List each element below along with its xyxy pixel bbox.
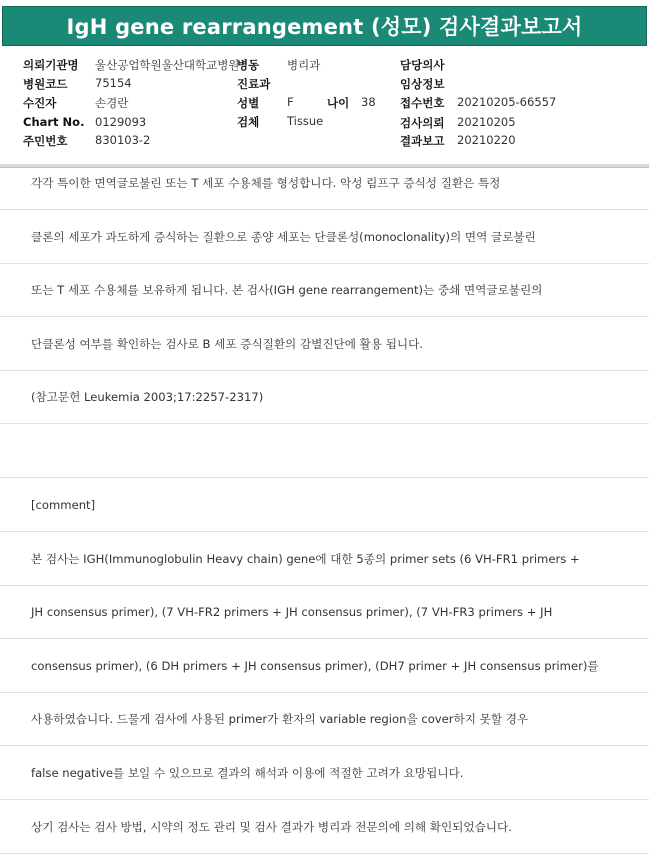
rrn-value: 830103-2 bbox=[95, 133, 151, 147]
request-date-value: 20210205 bbox=[457, 115, 516, 129]
patient-label: 수진자 bbox=[23, 96, 57, 110]
hospital-code-label: 병원코드 bbox=[23, 77, 68, 91]
patient-info-panel bbox=[0, 46, 649, 164]
age-label: 나이 bbox=[327, 96, 350, 110]
sex-value: F bbox=[287, 95, 294, 109]
specimen-label: 검체 bbox=[237, 115, 260, 129]
ward-value: 병리과 bbox=[287, 58, 321, 72]
body-row bbox=[0, 801, 649, 854]
report-date-value: 20210220 bbox=[457, 133, 516, 147]
chart-no-value: 0129093 bbox=[95, 115, 147, 129]
body-text: 또는 T 세포 수용체를 보유하게 됩니다. 본 검사(IGH gene rearrangement)는 중쇄 면역글로불린의 bbox=[31, 283, 543, 297]
specimen-value: Tissue bbox=[287, 114, 324, 128]
body-row bbox=[0, 693, 649, 746]
body-row bbox=[0, 264, 649, 317]
body-text: JH consensus primer), (7 VH-FR2 primers + JH consensus primer), (7 VH-FR3 primers + JH bbox=[31, 605, 553, 619]
hospital-code-value: 75154 bbox=[95, 76, 132, 90]
comment-heading: [comment] bbox=[31, 498, 96, 512]
body-row bbox=[0, 211, 649, 264]
body-row bbox=[0, 533, 649, 586]
attending-label: 담당의사 bbox=[400, 58, 445, 72]
body-text: false negative를 보일 수 있으므로 결과의 해석과 이용에 적절한 고려가 요망됩니다. bbox=[31, 766, 464, 780]
rrn-label: 주민번호 bbox=[23, 134, 68, 148]
request-date-label: 검사의뢰 bbox=[400, 116, 445, 130]
body-text: 각각 특이한 면역글로불린 또는 T 세포 수용체를 형성합니다. 악성 림프구 증식성 질환은 특정 bbox=[31, 176, 501, 190]
body-row bbox=[0, 479, 649, 532]
accession-label: 접수번호 bbox=[400, 96, 445, 110]
report-title: IgH gene rearrangement (성모) 검사결과보고서 bbox=[2, 6, 647, 46]
age-value: 38 bbox=[361, 95, 376, 109]
body-row bbox=[0, 425, 649, 478]
report-date-label: 결과보고 bbox=[400, 134, 445, 148]
body-row bbox=[0, 586, 649, 639]
accession-value: 20210205-66557 bbox=[457, 95, 557, 109]
requesting-institution-value: 울산공업학원울산대학교병원 bbox=[95, 58, 240, 72]
body-text: consensus primer), (6 DH primers + JH consensus primer), (DH7 primer + JH consensus primer)를 bbox=[31, 659, 599, 673]
ward-label: 병동 bbox=[237, 58, 260, 72]
body-row bbox=[0, 747, 649, 800]
requesting-institution-label: 의뢰기관명 bbox=[23, 58, 79, 72]
body-text: 사용하였습니다. 드물게 검사에 사용된 primer가 환자의 variable region을 cover하지 못할 경우 bbox=[31, 712, 529, 726]
body-text: 상기 검사는 검사 방법, 시약의 정도 관리 및 검사 결과가 병리과 전문의에 의해 확인되었습니다. bbox=[31, 820, 512, 834]
body-row bbox=[0, 640, 649, 693]
body-row bbox=[0, 318, 649, 371]
patient-value: 손경란 bbox=[95, 96, 129, 110]
department-label: 진료과 bbox=[237, 77, 271, 91]
body-text: 클론의 세포가 과도하게 증식하는 질환으로 종양 세포는 단클론성(monoclonality)의 면역 글로불린 bbox=[31, 230, 536, 244]
sex-label: 성별 bbox=[237, 96, 260, 110]
body-text: 단클론성 여부를 확인하는 검사로 B 세포 증식질환의 감별진단에 활용 됩니다. bbox=[31, 337, 423, 351]
clinical-info-label: 임상정보 bbox=[400, 77, 445, 91]
body-text: 본 검사는 IGH(Immunoglobulin Heavy chain) gene에 대한 5종의 primer sets (6 VH-FR1 primers + bbox=[31, 552, 580, 566]
reference-text: (참고문헌 Leukemia 2003;17:2257-2317) bbox=[31, 390, 264, 404]
body-row bbox=[0, 371, 649, 424]
chart-no-label: Chart No. bbox=[23, 115, 85, 129]
body-row bbox=[0, 157, 649, 210]
